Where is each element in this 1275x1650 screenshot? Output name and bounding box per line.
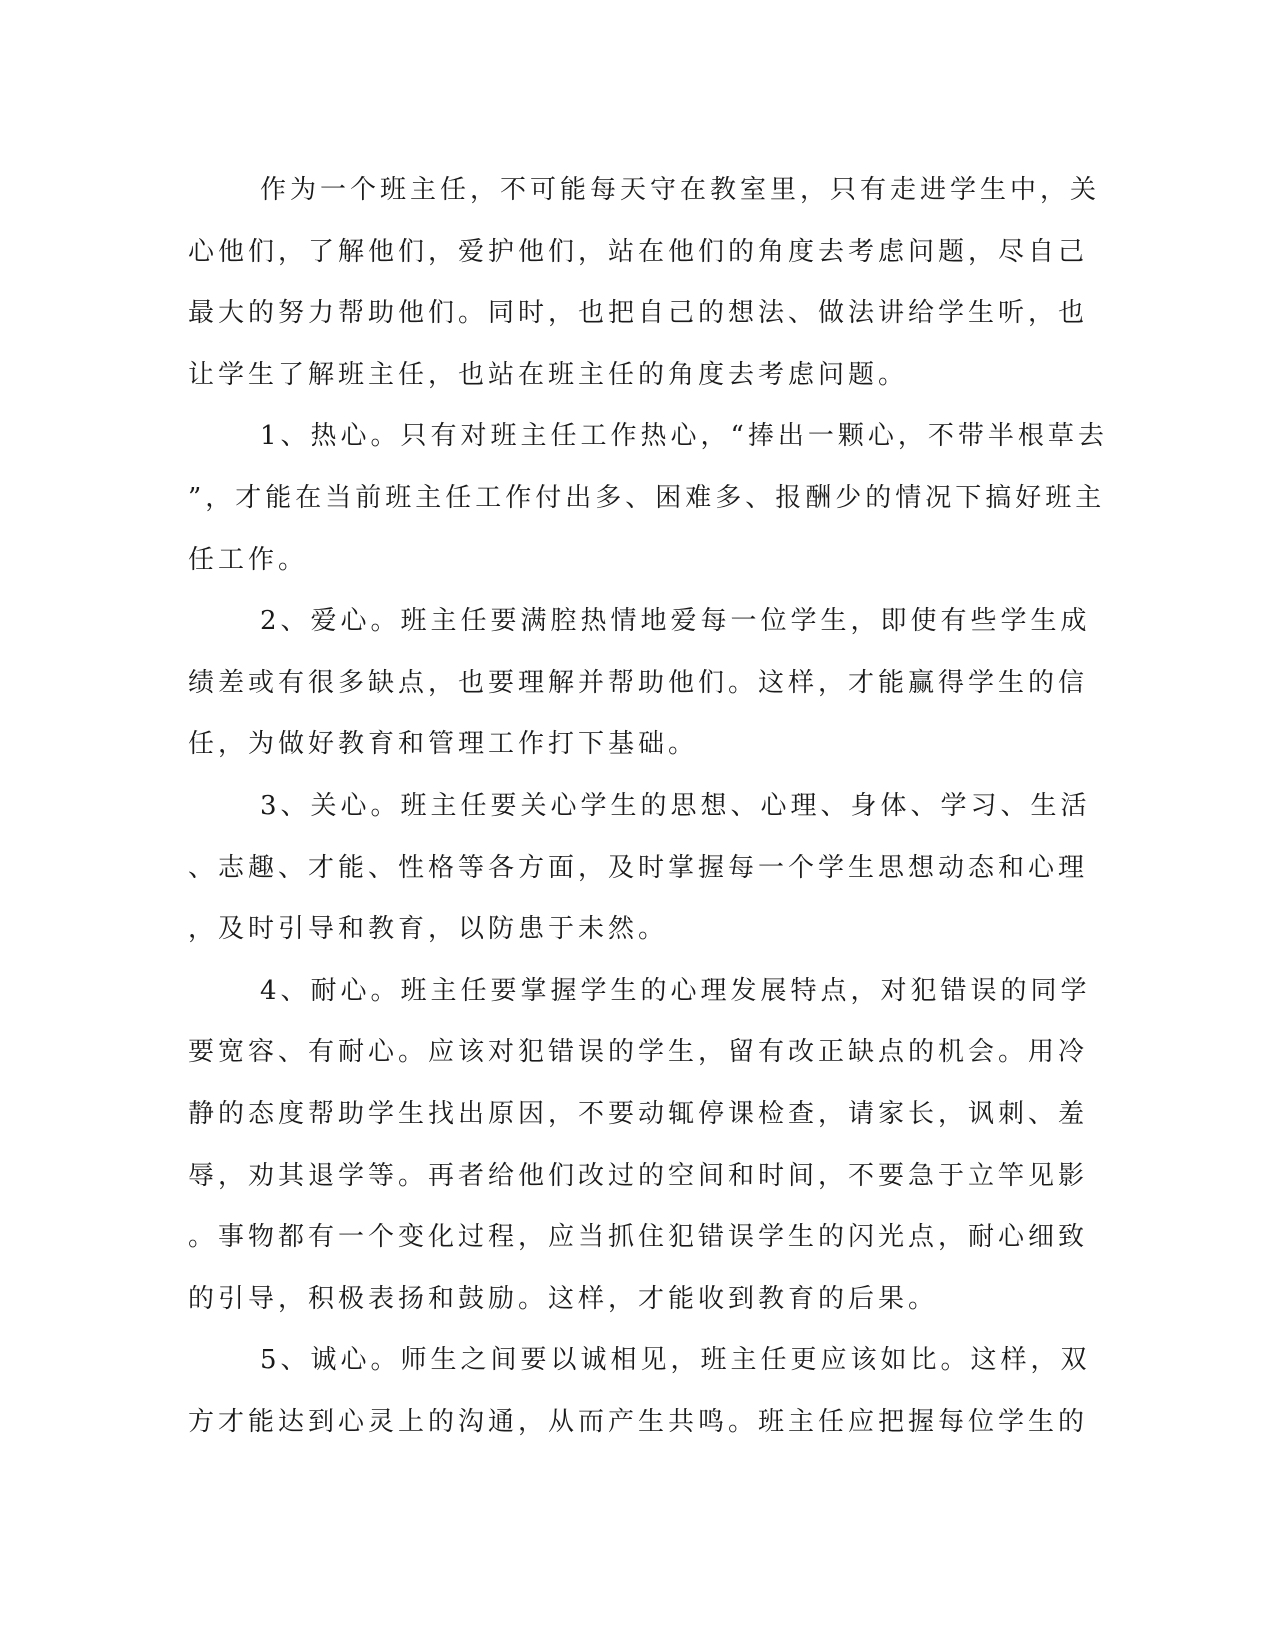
text-line: 任工作。 xyxy=(188,544,309,575)
paragraph-enthusiasm xyxy=(188,406,1108,591)
paragraph-sincerity xyxy=(188,1330,1091,1453)
text-line: ”，才能在当前班主任工作付出多、困难多、报酬少的情况下搞好班主 xyxy=(188,482,1106,513)
text-line: 。事物都有一个变化过程，应当抓住犯错误学生的闪光点，耐心细致 xyxy=(188,1222,1089,1253)
text-line: 1、热心。只有对班主任工作热心，“捧出一颗心，不带半根草去 xyxy=(260,421,1108,452)
text-line: 作为一个班主任，不可能每天守在教室里，只有走进学生中，关 xyxy=(260,175,1101,205)
paragraph-intro xyxy=(188,160,1101,406)
paragraph-patience xyxy=(188,961,1091,1331)
document-body xyxy=(188,160,1108,1453)
text-line: 静的态度帮助学生找出原因，不要动辄停课检查，请家长，讽刺、羞 xyxy=(188,1098,1089,1129)
text-line: 3、关心。班主任要关心学生的思想、心理、身体、学习、生活 xyxy=(260,790,1091,821)
text-line: 任，为做好教育和管理工作打下基础。 xyxy=(188,729,699,760)
text-line: 4、耐心。班主任要掌握学生的心理发展特点，对犯错误的同学 xyxy=(260,975,1091,1006)
paragraph-care xyxy=(188,776,1091,961)
text-line: 、志趣、才能、性格等各方面，及时掌握每一个学生思想动态和心理 xyxy=(188,852,1089,883)
text-line: 辱，劝其退学等。再者给他们改过的空间和时间，不要急于立竿见影 xyxy=(188,1160,1089,1191)
text-line: 5、诚心。师生之间要以诚相见，班主任更应该如比。这样，双 xyxy=(260,1345,1091,1376)
text-line: 2、爱心。班主任要满腔热情地爱每一位学生，即使有些学生成 xyxy=(260,606,1091,637)
text-line: ，及时引导和教育，以防患于未然。 xyxy=(188,914,669,945)
text-line: 要宽容、有耐心。应该对犯错误的学生，留有改正缺点的机会。用冷 xyxy=(188,1037,1089,1068)
text-line: 让学生了解班主任，也站在班主任的角度去考虑问题。 xyxy=(188,359,909,390)
text-line: 方才能达到心灵上的沟通，从而产生共鸣。班主任应把握每位学生的 xyxy=(188,1406,1089,1437)
text-line: 心他们，了解他们，爱护他们，站在他们的角度去考虑问题，尽自己 xyxy=(188,236,1089,267)
paragraph-love xyxy=(188,591,1091,776)
text-line: 绩差或有很多缺点，也要理解并帮助他们。这样，才能赢得学生的信 xyxy=(188,667,1089,698)
text-line: 最大的努力帮助他们。同时，也把自己的想法、做法讲给学生听，也 xyxy=(188,298,1089,329)
text-line: 的引导，积极表扬和鼓励。这样，才能收到教育的后果。 xyxy=(188,1283,939,1314)
